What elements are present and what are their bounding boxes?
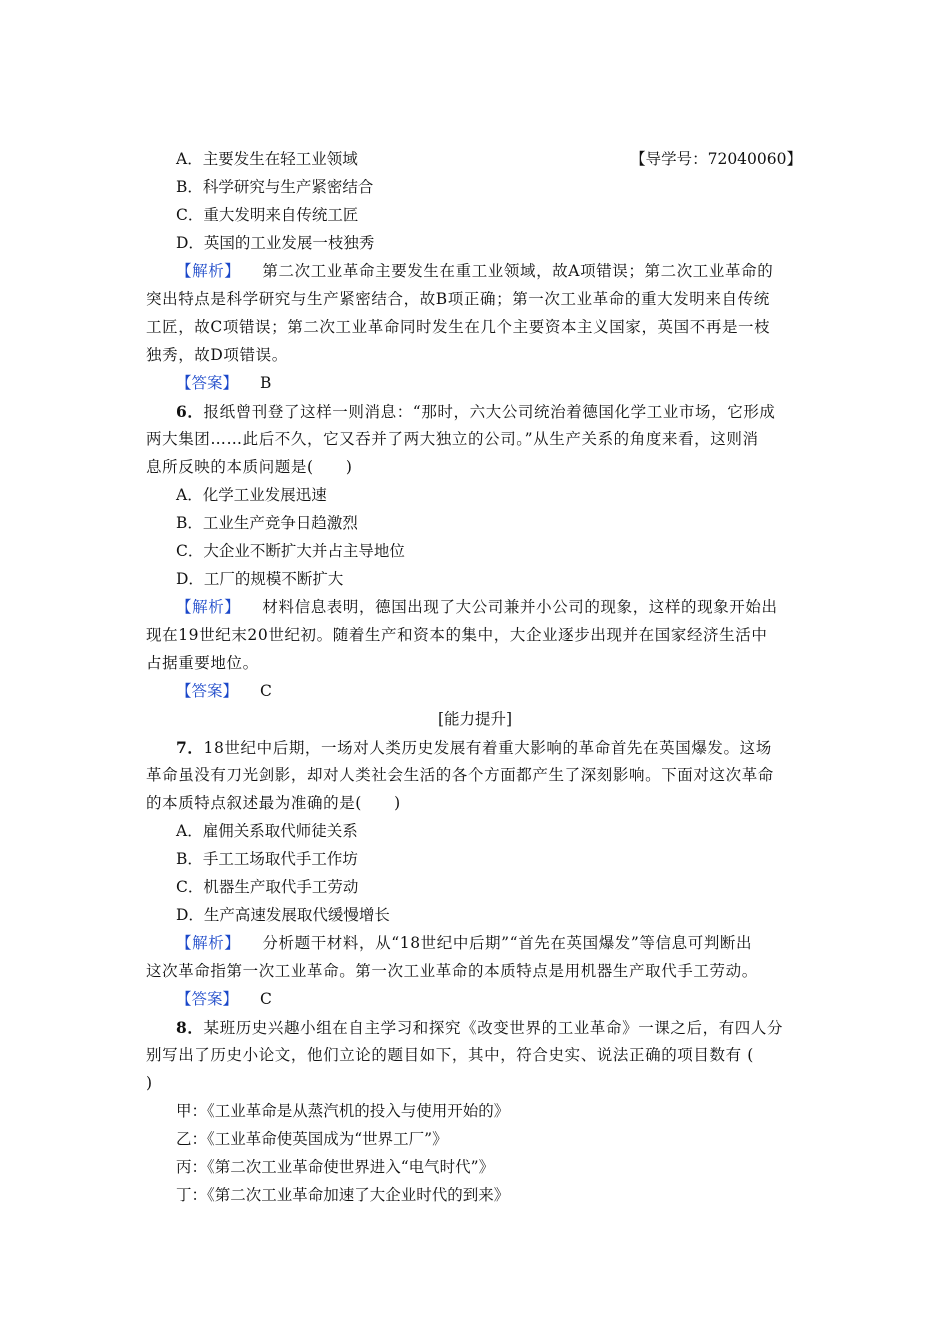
q7-stem-line-1: 7．18世纪中后期，一场对人类历史发展有着重大影响的革命首先在英国爆发。这场: [176, 738, 772, 757]
q8-stem-line-3: ): [146, 1074, 153, 1092]
q7-stem-line-3: 的本质特点叙述最为准确的是( ): [146, 794, 401, 812]
q7-analysis-line-1: 【解析】 分析题干材料，从“18世纪中后期”“首先在英国爆发”等信息可判断出: [176, 934, 753, 952]
q5-analysis-line-2: 突出特点是科学研究与生产紧密结合，故B项正确；第一次工业革命的重大发明来自传统: [146, 290, 770, 308]
q6-stem-line-2: 两大集团……此后不久，它又吞并了两大独立的公司。”从生产关系的角度来看，这则消: [146, 430, 759, 448]
q8-item-jia: 甲：《工业革命是从蒸汽机的投入与使用开始的》: [176, 1102, 510, 1120]
q8-item-yi: 乙：《工业革命使英国成为“世界工厂”》: [176, 1130, 448, 1148]
q6-option-c: C．大企业不断扩大并占主导地位: [176, 542, 405, 560]
q5-answer-value: B: [260, 374, 272, 392]
q5-answer-tag: 【答案】: [176, 374, 239, 392]
q8-item-ding: 丁：《第二次工业革命加速了大企业时代的到来》: [176, 1186, 510, 1204]
q7-answer-value: C: [260, 990, 272, 1008]
q5-option-c: C．重大发明来自传统工匠: [176, 206, 359, 224]
q8-number: 8．: [176, 1018, 204, 1037]
q6-analysis-line-1: 【解析】 材料信息表明，德国出现了大公司兼并小公司的现象，这样的现象开始出: [176, 598, 778, 616]
q6-analysis-line-3: 占据重要地位。: [146, 654, 259, 672]
q7-answer-tag: 【答案】: [176, 990, 239, 1008]
q7-option-d: D．生产高速发展取代缓慢增长: [176, 906, 390, 924]
q5-analysis-line-3: 工匠，故C项错误；第二次工业革命同时发生在几个主要资本主义国家，英国不再是一枝: [146, 318, 771, 336]
q6-stem-line-1: 6．报纸曾刊登了这样一则消息：“那时，六大公司统治着德国化学工业市场，它形成: [176, 402, 776, 421]
q6-answer-tag: 【答案】: [176, 682, 239, 700]
q8-stem-line-2: 别写出了历史小论文，他们立论的题目如下，其中，符合史实、说法正确的项目数有 (: [146, 1046, 754, 1064]
q7-stem-line-2: 革命虽没有刀光剑影，却对人类社会生活的各个方面都产生了深刻影响。下面对这次革命: [146, 766, 774, 784]
q7-option-b: B．手工工场取代手工作坊: [176, 850, 358, 868]
q6-stem-line-3: 息所反映的本质问题是( ): [146, 458, 353, 476]
q6-option-b: B．工业生产竞争日趋激烈: [176, 514, 358, 532]
guide-number: 【导学号：72040060】: [630, 150, 802, 168]
q5-option-a: A．主要发生在轻工业领域: [176, 150, 358, 168]
q8-item-bing: 丙：《第二次工业革命使世界进入“电气时代”》: [176, 1158, 495, 1176]
q6-answer-value: C: [260, 682, 272, 700]
q6-option-a: A．化学工业发展迅速: [176, 486, 327, 504]
q5-analysis-line-1: 【解析】 第二次工业革命主要发生在重工业领域，故A项错误；第二次工业革命的: [176, 262, 774, 280]
q6-number: 6．: [176, 402, 204, 421]
q5-option-b: B．科学研究与生产紧密结合: [176, 178, 374, 196]
q5-option-d: D．英国的工业发展一枝独秀: [176, 234, 375, 252]
q6-answer: [176, 684, 272, 700]
q6-analysis-line-2: 现在19世纪末20世纪初。随着生产和资本的集中，大企业逐步出现并在国家经济生活中: [146, 626, 768, 644]
q5-analysis-tag: 【解析】: [176, 262, 241, 280]
section-heading: [能力提升]: [437, 710, 513, 728]
q7-analysis-tag: 【解析】: [176, 934, 241, 952]
q5-analysis-line-4: 独秀，故D项错误。: [146, 346, 288, 364]
q7-answer: [176, 992, 272, 1008]
q7-option-c: C．机器生产取代手工劳动: [176, 878, 359, 896]
q7-number: 7．: [176, 738, 204, 757]
q5-answer: [176, 376, 271, 392]
q6-analysis-tag: 【解析】: [176, 598, 241, 616]
q6-option-d: D．工厂的规模不断扩大: [176, 570, 344, 588]
q8-stem-line-1: 8．某班历史兴趣小组在自主学习和探究《改变世界的工业革命》一课之后，有四人分: [176, 1018, 784, 1037]
q7-option-a: A．雇佣关系取代师徒关系: [176, 822, 358, 840]
q7-analysis-line-2: 这次革命指第一次工业革命。第一次工业革命的本质特点是用机器生产取代手工劳动。: [146, 962, 758, 980]
